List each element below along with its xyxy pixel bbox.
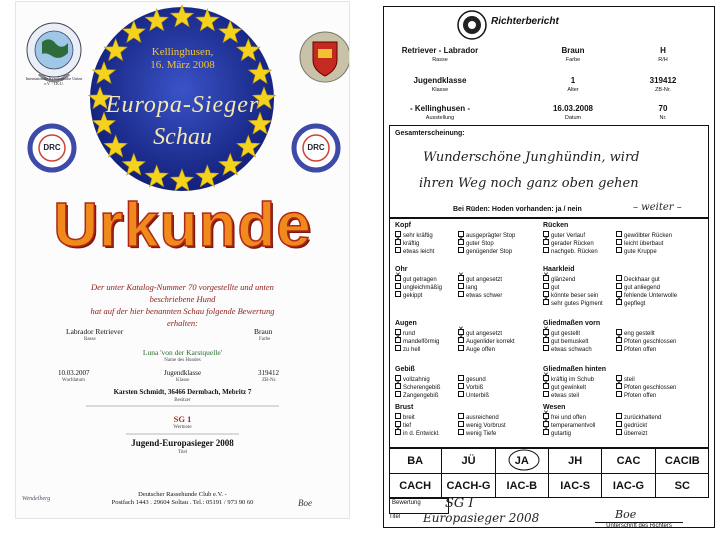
checked-box-icon[interactable] — [395, 429, 401, 435]
attribute-label: guter Stop — [466, 241, 494, 247]
empty-box-icon[interactable] — [616, 413, 622, 419]
attribute-label: Unterbiß — [466, 393, 490, 399]
rep-nr: 70 — [658, 104, 668, 113]
owner-label: Besitzer — [174, 398, 191, 403]
signature-right: Boe — [298, 498, 312, 508]
attribute-label: steil — [624, 377, 635, 383]
attribute-label: fehlende Unterwolle — [624, 293, 678, 299]
attribute-label: gekippt — [403, 293, 423, 299]
attribute-checkbox-item[interactable] — [458, 345, 495, 354]
attribute-checkbox-item[interactable] — [395, 345, 420, 354]
grade-cell: CAC — [602, 448, 655, 473]
zb-value: 319412 — [258, 369, 279, 377]
empty-box-icon[interactable] — [458, 345, 464, 351]
empty-box-icon[interactable] — [458, 429, 464, 435]
checked-box-icon[interactable] — [616, 299, 622, 305]
birth-value: 10.03.2007 — [58, 369, 90, 377]
show-title-line1: Europa-Sieger — [105, 92, 260, 118]
attribute-label: gut getragen — [403, 277, 437, 283]
attribute-checkbox-item[interactable] — [616, 345, 656, 354]
attribute-label: leicht überbaut — [624, 241, 664, 247]
attribute-label: gut gewinkelt — [551, 385, 587, 391]
section-title: Augen — [395, 320, 417, 327]
rep-age: 1 — [570, 76, 576, 85]
empty-box-icon[interactable] — [616, 275, 622, 281]
attribute-checkbox-item[interactable] — [395, 391, 438, 400]
empty-box-icon[interactable] — [458, 383, 464, 389]
class-label: Klasse — [176, 378, 190, 383]
checked-box-icon[interactable] — [458, 239, 464, 245]
event-place: Kellinghusen, — [151, 46, 214, 58]
signature-left: Wendelberg — [22, 496, 51, 502]
attribute-label: zu hell — [403, 347, 421, 353]
attribute-label: Auge offen — [466, 347, 495, 353]
empty-box-icon[interactable] — [616, 231, 622, 237]
dog-name: Luna 'von der Karstquelle' — [142, 348, 223, 357]
attribute-label: überreizt — [624, 431, 648, 437]
attribute-label: kräftig — [403, 241, 420, 247]
attribute-label: breit — [403, 415, 415, 421]
attribute-label: frei und offen — [551, 415, 586, 421]
empty-box-icon[interactable] — [616, 429, 622, 435]
checked-box-icon[interactable] — [458, 337, 464, 343]
attribute-checkbox-item[interactable] — [395, 247, 434, 256]
zb-label: ZB-Nr. — [262, 378, 277, 383]
section-title: Gliedmaßen vorn — [543, 320, 601, 327]
color-value: Braun — [254, 327, 273, 336]
attribute-checkbox-item[interactable] — [543, 429, 571, 438]
attribute-label: temperamentvoll — [551, 423, 596, 429]
rep-sex-label: R/H — [658, 57, 668, 63]
attribute-label: rund — [403, 331, 416, 337]
attribute-label: etwas schwach — [551, 347, 592, 353]
title-value: Europasieger 2008 — [423, 511, 540, 525]
show-title-line2: Schau — [153, 124, 212, 150]
attribute-label: guter Verlauf — [551, 233, 586, 239]
attribute-checkbox-item[interactable] — [458, 291, 502, 300]
checked-box-icon[interactable] — [616, 337, 622, 343]
attribute-checkbox-item[interactable] — [616, 299, 645, 308]
judge-report — [383, 4, 715, 530]
title-value: Jugend-Europasieger 2008 — [131, 438, 234, 448]
grade-cell: JH — [549, 448, 602, 473]
grade-cell: CACH — [389, 473, 442, 498]
attribute-label: etwas schwer — [466, 293, 503, 299]
attribute-label: Pfoten geschlossen — [624, 385, 677, 391]
attribute-label: ausreichend — [466, 415, 499, 421]
section-title: Kopf — [395, 222, 411, 229]
empty-box-icon[interactable] — [395, 247, 401, 253]
attribute-label: gutartig — [551, 431, 572, 437]
checked-box-icon[interactable] — [395, 337, 401, 343]
attribute-label: sehr gutes Pigment — [551, 301, 603, 307]
attribute-label: eng gestellt — [624, 331, 655, 337]
empty-box-icon[interactable] — [616, 391, 622, 397]
grade-cell: CACH-G — [442, 473, 495, 498]
breed-value: Labrador Retriever — [66, 327, 124, 336]
attribute-label: Pfoten offen — [624, 347, 657, 353]
empty-box-icon[interactable] — [616, 283, 622, 289]
attribute-checkbox-item[interactable] — [543, 299, 603, 308]
attribute-label: sehr kräftig — [403, 233, 433, 239]
rep-age-label: Alter — [567, 87, 579, 93]
attribute-label: ungleichmäßig — [403, 285, 443, 291]
intro-line4: erhalten: — [166, 318, 198, 328]
empty-box-icon[interactable] — [458, 291, 464, 297]
attribute-label: gut gestellt — [551, 331, 581, 337]
grade-cell: SC — [656, 473, 709, 498]
attribute-label: wenig Tiefe — [466, 431, 497, 437]
section-title: Brust — [395, 404, 414, 411]
event-date: 16. März 2008 — [150, 59, 215, 71]
attribute-checkbox-item[interactable] — [395, 291, 422, 300]
attribute-checkbox-item[interactable] — [616, 247, 657, 256]
rep-breed: Retriever - Labrador — [401, 46, 479, 55]
attribute-label: gerader Rücken — [551, 241, 594, 247]
attribute-label: nachgeb. Rücken — [551, 249, 598, 255]
empty-box-icon[interactable] — [616, 421, 622, 427]
report-title: Richterbericht — [491, 16, 559, 27]
birth-label: Wurfdatum — [62, 378, 85, 383]
empty-box-icon[interactable] — [458, 247, 464, 253]
heading-urkunde: Urkunde — [53, 191, 312, 260]
section-title: Haarkleid — [543, 266, 575, 273]
color-label: Farbe — [259, 337, 271, 342]
empty-box-icon[interactable] — [395, 391, 401, 397]
grade-cell: IAC-B — [496, 473, 549, 498]
overall-handwriting-line2: ihren Weg noch ganz oben gehen — [419, 176, 639, 191]
title-label: Titel — [177, 450, 188, 455]
breed-label: Rasse — [84, 337, 96, 342]
rep-show: - Kellinghusen - — [410, 104, 470, 113]
attribute-label: Vorbiß — [466, 385, 484, 391]
rep-date-label: Datum — [564, 115, 582, 121]
report-header-block — [383, 36, 715, 122]
attribute-label: Augenlider korrekt — [466, 339, 515, 345]
empty-box-icon[interactable] — [543, 283, 549, 289]
grade-cell: CACIB — [656, 448, 709, 473]
grade-circle-mark — [506, 448, 542, 472]
attribute-label: lang — [466, 285, 478, 291]
rep-class-label: Klasse — [431, 87, 449, 93]
attribute-checkbox-item[interactable] — [395, 429, 440, 438]
rating-value: SG I — [445, 496, 474, 511]
section-title: Wesen — [543, 404, 566, 411]
attribute-label: gedrückt — [624, 423, 648, 429]
empty-box-icon[interactable] — [458, 421, 464, 427]
attribute-label: gut — [551, 285, 560, 291]
empty-box-icon[interactable] — [458, 391, 464, 397]
attribute-label: gut angesetzt — [466, 331, 503, 337]
grade-cell: JÜ — [442, 448, 495, 473]
empty-box-icon[interactable] — [395, 283, 401, 289]
rueden-line: Bei Rüden: Hoden vorhanden: ja / nein — [453, 206, 582, 213]
attribute-checkbox-item[interactable] — [543, 391, 579, 400]
class-value: Jugendklasse — [164, 369, 201, 377]
empty-box-icon[interactable] — [616, 239, 622, 245]
checked-box-icon[interactable] — [395, 239, 401, 245]
attribute-label: genügender Stop — [466, 249, 513, 255]
owner-value: Karsten Schmidt, 36466 Dermbach, Mebritz 7 — [113, 388, 252, 396]
grade-cell: JA — [496, 448, 549, 473]
empty-box-icon[interactable] — [458, 283, 464, 289]
attribute-label: Pfoten offen — [624, 393, 657, 399]
iku-caption: Internationale Kynologische Union e.V. · I.K.U. — [25, 76, 83, 86]
rep-color-label: Farbe — [565, 57, 581, 63]
judge-label: Unterschrift des Richters — [595, 522, 683, 529]
attribute-label: etwas steil — [551, 393, 580, 399]
attribute-label: wenig Vorbrust — [466, 423, 506, 429]
rep-breed-label: Rasse — [432, 57, 448, 63]
overall-handwriting-line1: Wunderschöne Junghündin, wird — [423, 150, 640, 165]
checked-box-icon[interactable] — [395, 383, 401, 389]
attribute-label: gut angesetzt — [466, 277, 503, 283]
grade-label: Wertnote — [173, 425, 192, 430]
attribute-label: Scherengebiß — [403, 385, 441, 391]
empty-box-icon[interactable] — [616, 247, 622, 253]
attribute-label: tief — [403, 423, 412, 429]
checked-box-icon[interactable] — [543, 275, 549, 281]
attribute-label: zurückhaltend — [624, 415, 662, 421]
rep-zb-label: ZB-Nr. — [655, 87, 671, 93]
attribute-label: ausgeprägter Stop — [466, 233, 516, 239]
grade-cell: IAC-S — [549, 473, 602, 498]
rueden-note: – weiter – — [633, 202, 682, 213]
empty-box-icon[interactable] — [395, 291, 401, 297]
attribute-label: könnte beser sein — [551, 293, 599, 299]
checked-box-icon[interactable] — [543, 337, 549, 343]
empty-box-icon[interactable] — [395, 413, 401, 419]
footer-address: Postfach 1443 . 29604 Soltau . Tel.: 05191 / 973 90 60 — [111, 499, 254, 506]
judge-signature: Boe — [615, 508, 637, 521]
checked-box-icon[interactable] — [395, 275, 401, 281]
empty-box-icon[interactable] — [458, 375, 464, 381]
checked-box-icon[interactable] — [616, 383, 622, 389]
attribute-label: kräftig im Schub — [551, 377, 595, 383]
attribute-label: gepflegt — [624, 301, 646, 307]
rep-class: Jugendklasse — [413, 76, 467, 85]
attribute-label: in d. Entwickl. — [403, 431, 440, 437]
attribute-checkbox-item[interactable] — [458, 247, 512, 256]
checked-box-icon[interactable] — [543, 239, 549, 245]
empty-box-icon[interactable] — [543, 391, 549, 397]
drc-badge-left-text: DRC — [43, 143, 61, 152]
overall-label: Gesamterscheinung: — [395, 130, 465, 137]
section-title: Ohr — [395, 266, 408, 273]
empty-box-icon[interactable] — [543, 247, 549, 253]
attribute-checkbox-item[interactable] — [543, 345, 592, 354]
attribute-checkbox-item[interactable] — [616, 429, 647, 438]
checked-box-icon[interactable] — [543, 429, 549, 435]
attribute-label: gut anliegend — [624, 285, 661, 291]
section-title: Rücken — [543, 222, 569, 229]
rep-sex: H — [660, 46, 666, 55]
grade-value: SG 1 — [173, 414, 192, 424]
rep-color: Braun — [561, 46, 585, 55]
attribute-label: gesund — [466, 377, 486, 383]
checked-box-icon[interactable] — [543, 299, 549, 305]
dog-name-label: Name des Hundes — [164, 358, 201, 363]
empty-box-icon[interactable] — [616, 345, 622, 351]
rep-show-label: Ausstellung — [425, 115, 455, 121]
checked-box-icon[interactable] — [458, 275, 464, 281]
attribute-label: gut bemuskelt — [551, 339, 589, 345]
attribute-checkbox-item[interactable] — [616, 391, 656, 400]
grade-cell: IAC-G — [602, 473, 655, 498]
attribute-label: etwas leicht — [403, 249, 435, 255]
attribute-label: gewölbter Rücken — [624, 233, 673, 239]
certificate — [16, 2, 349, 518]
empty-box-icon[interactable] — [543, 345, 549, 351]
attribute-label: Pfoten geschlossen — [624, 339, 677, 345]
section-title: Gliedmaßen hinten — [543, 366, 607, 373]
rep-zb: 319412 — [649, 76, 677, 85]
attribute-checkbox-item[interactable] — [458, 429, 496, 438]
intro-line3: hat auf der hier benannten Schau folgende Bewertung — [90, 306, 275, 316]
section-title: Gebiß — [395, 366, 415, 373]
intro-line1: Der unter Katalog-Nummer 70 vorgestellte und unten — [91, 282, 274, 292]
attribute-label: Deckhaar gut — [624, 277, 660, 283]
rep-date: 16.03.2008 — [552, 104, 594, 113]
attribute-label: vollzahnig — [403, 377, 430, 383]
title-label: Titel — [389, 514, 401, 520]
attribute-label: mandelförmig — [403, 339, 440, 345]
attribute-label: Zangengebiß — [403, 393, 439, 399]
attribute-checkbox-item[interactable] — [458, 391, 489, 400]
grade-cell: BA — [389, 448, 442, 473]
attribute-checkbox-item[interactable] — [543, 247, 598, 256]
attribute-label: gute Kruppe — [624, 249, 657, 255]
rep-nr-label: Nr. — [659, 115, 667, 121]
drc-badge-right-text: DRC — [307, 143, 325, 152]
empty-box-icon[interactable] — [458, 413, 464, 419]
footer-club: Deutscher Rassehunde Club e.V. - — [138, 491, 227, 498]
intro-line2: beschriebene Hund — [149, 294, 216, 304]
rating-label: Bewertung — [392, 500, 421, 506]
attribute-label: glänzend — [551, 277, 576, 283]
checked-box-icon[interactable] — [543, 383, 549, 389]
empty-box-icon[interactable] — [395, 345, 401, 351]
